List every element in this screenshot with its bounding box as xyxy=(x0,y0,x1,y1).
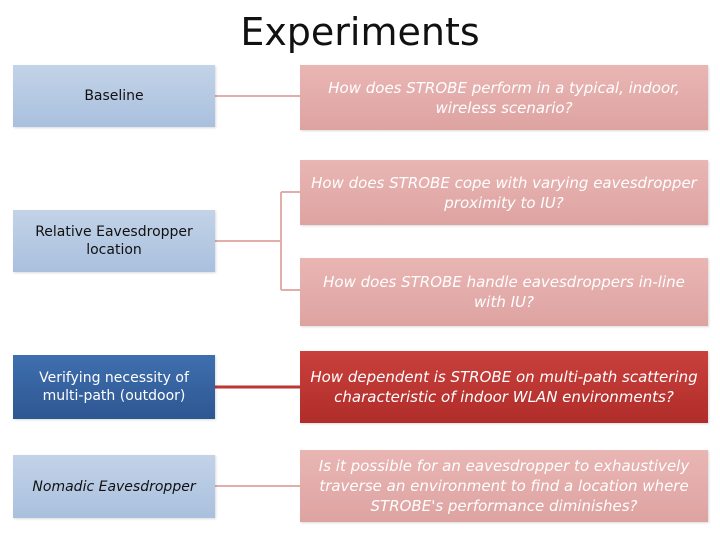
verifying-multipath-box: Verifying necessity of multi-path (outdoor) xyxy=(13,355,215,419)
baseline-question-box: How does STROBE perform in a typical, indoor, wireless scenario? xyxy=(300,65,708,130)
relative-eavesdropper-box: Relative Eavesdropper location xyxy=(13,210,215,272)
inline-question-box: How does STROBE handle eavesdroppers in-line with IU? xyxy=(300,258,708,326)
proximity-question-box: How does STROBE cope with varying eavesdropper proximity to IU? xyxy=(300,160,708,225)
baseline-box: Baseline xyxy=(13,65,215,127)
nomadic-question-box: Is it possible for an eavesdropper to exhaustively traverse an environment to find a location where STROBE's performance diminishes? xyxy=(300,450,708,522)
slide-title: Experiments xyxy=(240,10,480,54)
multipath-question-box: How dependent is STROBE on multi-path scattering characteristic of indoor WLAN environments? xyxy=(300,351,708,423)
nomadic-eavesdropper-box: Nomadic Eavesdropper xyxy=(13,455,215,518)
